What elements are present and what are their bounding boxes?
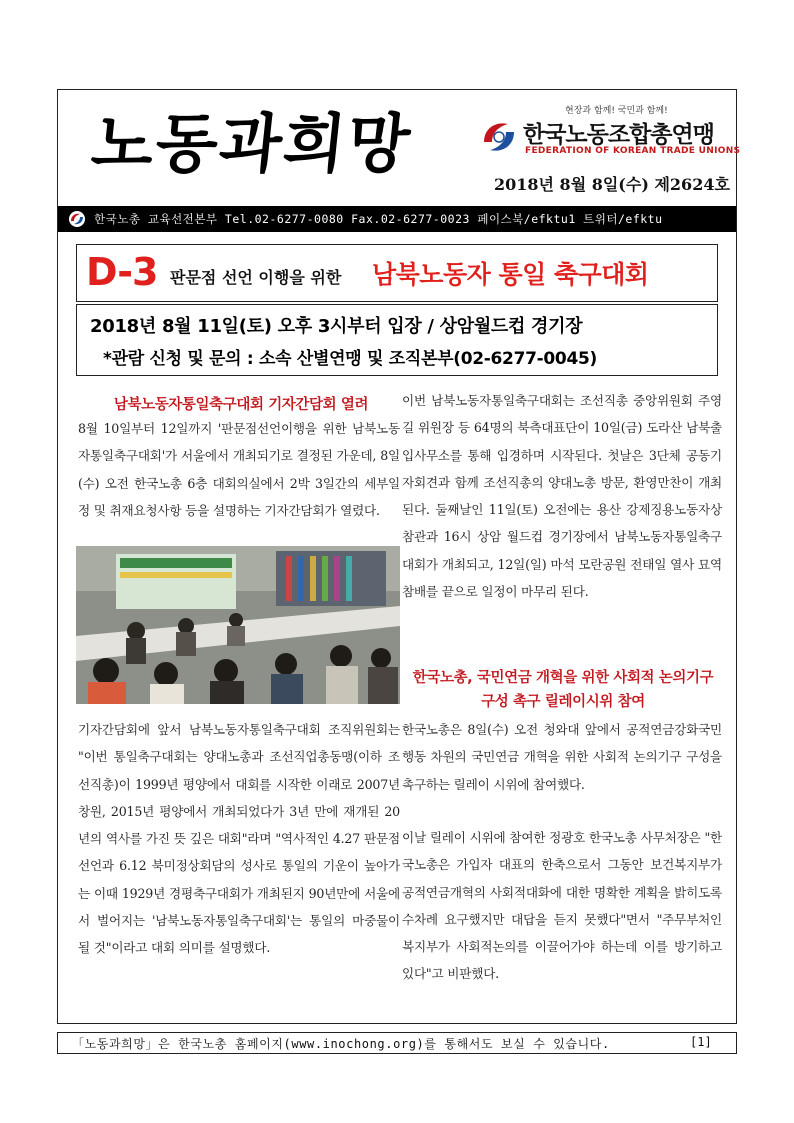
headline-title: 남북노동자 통일 축구대회 (372, 260, 649, 289)
article3-paragraph: 한국노총은 8일(수) 오전 청와대 앞에서 공적연금강화국민행동 차원의 국민연금 개혁을 위한 사회적 논의기구 구성을 촉구하는 릴레이 시위에 참여했다. (402, 722, 722, 792)
contact-info: 한국노총 교육선전본부 Tel.02-6277-0080 Fax.02-6277-0023 페이스북/efktu1 트위터/efktu (94, 212, 663, 226)
headline-subtitle: 판문점 선언 이행을 위한 (170, 268, 342, 287)
article2-paragraph: 이번 남북노동자통일축구대회는 조선직총 중앙위원회 주영길 위원장 등 64명의 북측대표단이 10일(금) 도라산 남북출입사무소를 통해 입경하며 시작된다. 첫날은 3단체 공동기자회견과 함께 조선직총의 양대노총 방문, 환영만찬이 개최된다. 둘째날인 11일(토) 오전에는 용산 강제징용노동자상 참관과 16시 상암 월드컵 경기장에서 남북노동자통일축구대회가 개최되고, 12일(일) 마석 모란공원 전태일 열사 묘역 참배를 끝으로 일정이 마무리 된다. (402, 393, 722, 600)
article1-paragraph: 8월 10일부터 12일까지 '판문점선언이행을 위한 남북노동자통일축구대회'가 서울에서 개최되기로 결정된 가운데, 8일(수) 오전 한국노총 6층 대회의실에서 2박 3일간의 세부일정 및 취재요청사항 등을 설명하는 기자간담회가 열렸다. (78, 421, 400, 518)
fktu-logo-icon (478, 116, 520, 158)
article1-title: 남북노동자통일축구대회 기자간담회 열려 (113, 397, 369, 413)
footer-note: 「노동과희망」은 한국노총 홈페이지(www.inochong.org)를 통해서도 보실 수 있습니다. (72, 1037, 610, 1051)
article3-title: 한국노총, 국민연금 개혁을 위한 사회적 논의기구 구성 촉구 릴레이시위 참여 (412, 670, 714, 710)
article3-paragraph: 이날 릴레이 시위에 참여한 정광호 한국노총 사무처장은 "한국노총은 가입자 대표의 한축으로서 그동안 보건복지부가 공적연금개혁의 사회적대화에 대한 명확한 계획을 밝히도록 수차례 요구했지만 대답을 듣지 못했다"면서 "주무부처인 복지부가 사회적논의를 이끌어가야 하는데 이를 방기하고 있다"고 비판했다. (402, 830, 722, 982)
issue-date: 2018년 8월 8일(수) 제2624호 (494, 175, 730, 194)
event-contact: *관람 신청 및 문의 : 소속 산별연맹 및 조직본부(02-6277-0045) (103, 349, 597, 369)
press-conference-photo (76, 546, 400, 704)
fktu-logo-small-icon (68, 210, 86, 228)
page-number: [1] (690, 1035, 712, 1049)
org-name-english: FEDERATION OF KOREAN TRADE UNIONS (525, 146, 741, 156)
event-datetime: 2018년 8월 11일(토) 오후 3시부터 입장 / 상암월드컵 경기장 (90, 316, 583, 337)
dday-label: D-3 (86, 250, 158, 294)
org-name-korean: 한국노동조합총연맹 (523, 122, 714, 148)
org-slogan: 현장과 함께! 국민과 함께! (565, 106, 668, 116)
article1-paragraph: 기자간담회에 앞서 남북노동자통일축구대회 조직위원회는 "이번 통일축구대회는 양대노총과 조선직업총동맹(이하 조선직총)이 1999년 평양에서 대회를 시작한 이래로 2007년 창원, 2015년 평양에서 개최되었다가 3년 만에 재개된 20년의 역사를 가진 뜻 깊은 대회"라며 "역사적인 4.27 판문점선언과 6.12 북미정상회담의 성사로 통일의 기운이 높아가는 이때 1929년 경평축구대회가 개최된지 90년만에 서울에서 벌어지는 '남북노동자통일축구대회'는 통일의 마중물이 될 것"이라고 대회 의미를 설명했다. (78, 722, 400, 956)
newsletter-title: 노동과희망 (88, 108, 416, 182)
contact-bar (58, 206, 736, 232)
